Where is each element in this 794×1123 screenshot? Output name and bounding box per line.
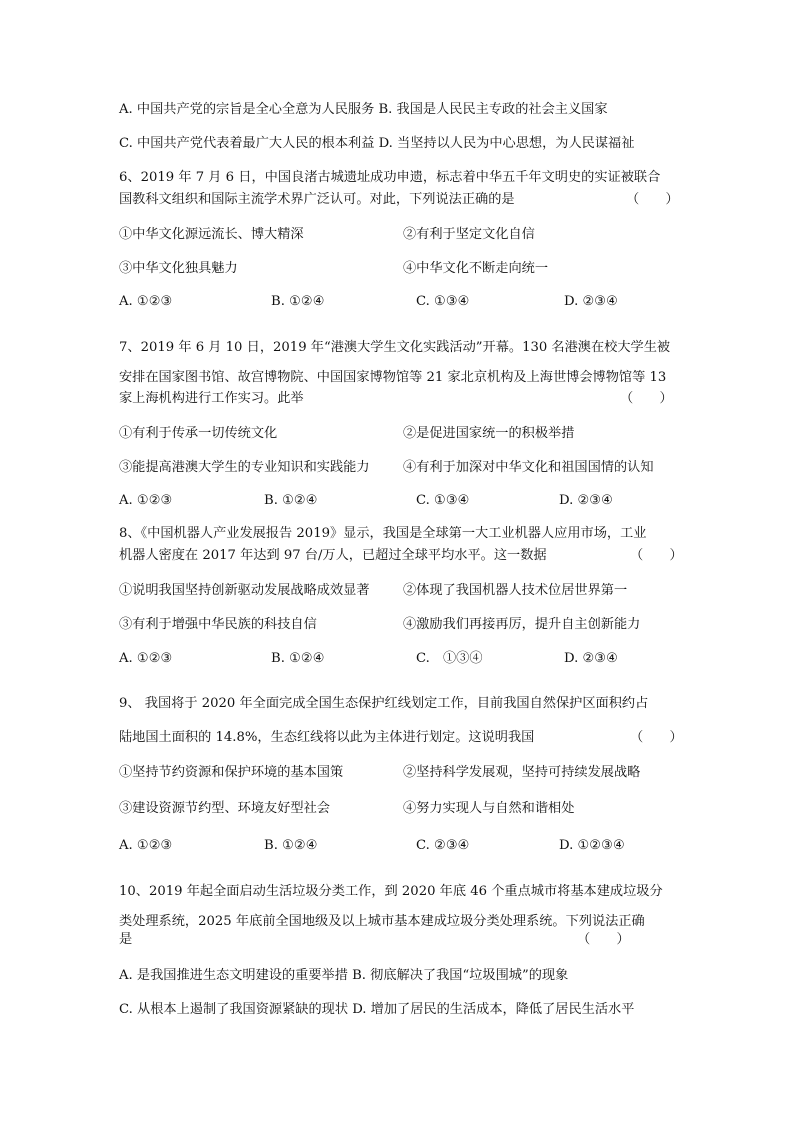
q7-stem-line-3: 家上海机构进行工作实习。此举 (119, 391, 304, 406)
q8-stem-line-1: 8、《中国机器人产业发展报告 2019》显示，我国是全球第一大工业机器人应用市场，工业 (119, 526, 647, 541)
q8-statement-2: ②体现了我国机器人技术位居世界第一 (403, 583, 628, 598)
q9-statement-1: ①坚持节约资源和保护环境的基本国策 (119, 765, 344, 780)
q6-choice-d: D. ②③④ (564, 294, 618, 309)
q7-statement-1: ①有利于传承一切传统文化 (119, 426, 278, 441)
q7-answer-paren: （ ） (620, 391, 673, 406)
q10-stem-line-2: 类处理系统，2025 年底前全国地级及以上城市基本建成垃圾分类处理系统。下列说法正确 (119, 914, 645, 929)
q6-choice-a: A. ①②③ (119, 294, 173, 309)
q9-choice-b: B. ①②④ (264, 838, 318, 853)
q8-choice-d: D. ②③④ (564, 651, 618, 666)
q7-statement-3: ③能提高港澳大学生的专业知识和实践能力 (119, 460, 370, 475)
q6-statement-2: ②有利于坚定文化自信 (403, 227, 535, 242)
q7-choice-a: A. ①②③ (119, 493, 173, 508)
q9-answer-paren: （ ） (630, 730, 683, 745)
q6-statement-3: ③中华文化独具魅力 (119, 261, 238, 276)
q9-stem-line-2: 陆地国土面积的 14.8%，生态红线将以此为主体进行划定。这说明我国 (119, 730, 535, 745)
q8-answer-paren: （ ） (630, 548, 683, 563)
q6-choice-b: B. ①②④ (271, 294, 325, 309)
q10-choice-row-1: A. 是我国推进生态文明建设的重要举措 B. 彻底解决了我国“垃圾围城”的现象 (119, 968, 569, 983)
q7-stem-line-2: 安排在国家图书馆、故宫博物院、中国国家博物馆等 21 家北京机构及上海世博会博物馆等 13 (119, 370, 667, 385)
q6-statement-4: ④中华文化不断走向统一 (403, 261, 549, 276)
q9-statement-3: ③建设资源节约型、环境友好型社会 (119, 801, 330, 816)
q6-stem-line-1: 6、2019 年 7 月 6 日，中国良渚古城遗址成功申遗，标志着中华五千年文明史的实证被联合 (119, 170, 661, 185)
q7-choice-b: B. ①②④ (264, 493, 318, 508)
q9-choice-c: C. ②③④ (416, 838, 470, 853)
q10-stem-line-1: 10、2019 年起全面启动生活垃圾分类工作，到 2020 年底 46 个重点城市将基本建成垃圾分 (119, 884, 663, 899)
q10-answer-paren: （ ） (577, 932, 630, 947)
q5-choice-row-2: C. 中国共产党代表着最广大人民的根本利益 D. 当坚持以人民为中心思想，为人民谋福祉 (119, 136, 635, 151)
q8-choice-b: B. ①②④ (271, 651, 325, 666)
q10-choice-row-2: C. 从根本上遏制了我国资源紧缺的现状 D. 增加了居民的生活成本，降低了居民生活水平 (119, 1002, 635, 1017)
q10-stem-line-3: 是 (119, 932, 133, 947)
q7-choice-c: C. ①③④ (416, 493, 470, 508)
q7-statement-2: ②是促进国家统一的积极举措 (403, 426, 575, 441)
q8-statement-3: ③有利于增强中华民族的科技自信 (119, 617, 317, 632)
q6-statement-1: ①中华文化源远流长、博大精深 (119, 227, 304, 242)
q7-choice-d: D. ②③④ (559, 493, 613, 508)
q8-stem-line-2: 机器人密度在 2017 年达到 97 台/万人，已超过全球平均水平。这一数据 (119, 548, 547, 563)
q7-stem-line-1: 7、2019 年 6 月 10 日，2019 年“港澳大学生文化实践活动”开幕。130 名港澳在校大学生被 (119, 340, 671, 355)
q6-choice-c: C. ①③④ (416, 294, 470, 309)
q8-choice-a: A. ①②③ (119, 651, 173, 666)
q9-statement-4: ④努力实现人与自然和谐相处 (403, 801, 575, 816)
q8-statement-4: ④激励我们再接再厉，提升自主创新能力 (403, 617, 641, 632)
q7-statement-4: ④有利于加深对中华文化和祖国国情的认知 (403, 460, 654, 475)
q5-choice-row-1: A. 中国共产党的宗旨是全心全意为人民服务 B. 我国是人民民主专政的社会主义国家 (119, 102, 608, 117)
q6-answer-paren: （ ） (626, 192, 679, 207)
q9-choice-a: A. ①②③ (119, 838, 173, 853)
q9-choice-d: D. ①②③④ (559, 838, 625, 853)
q6-stem-line-2: 国教科文组织和国际主流学术界广泛认可。对此，下列说法正确的是 (119, 192, 515, 207)
q9-statement-2: ②坚持科学发展观，坚持可持续发展战略 (403, 765, 641, 780)
q8-statement-1: ①说明我国坚持创新驱动发展战略成效显著 (119, 583, 370, 598)
q9-stem-line-1: 9、 我国将于 2020 年全面完成全国生态保护红线划定工作，目前我国自然保护区面积约占 (119, 696, 649, 711)
q8-choice-c: C. ①③④ (416, 651, 483, 666)
